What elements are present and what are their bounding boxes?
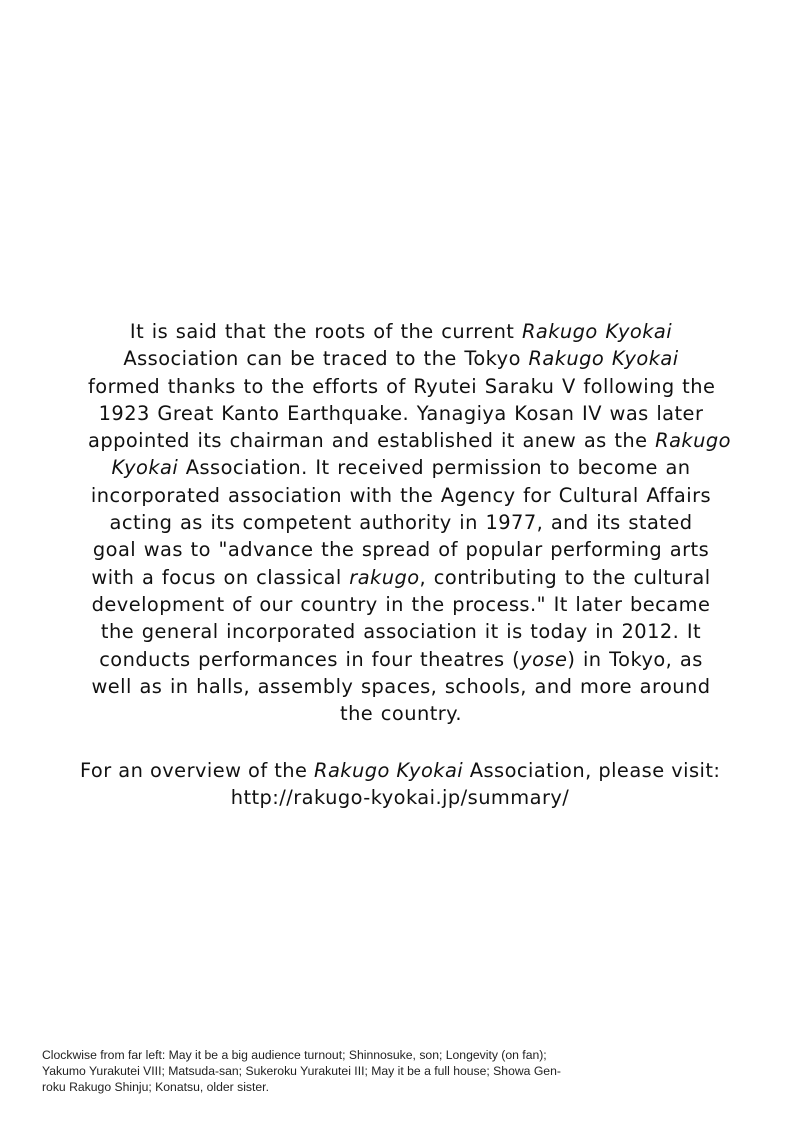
paragraph-line [88,318,714,345]
text-segment: It is said that the roots of the current [129,320,522,343]
text-segment: Association can be traced to the Tokyo [123,347,529,371]
paragraph-line [88,673,714,700]
italic-term: Rakugo [655,429,731,453]
text-segment: goal was to "advance the spread of popular performing arts [92,538,710,562]
italic-term: Rakugo Kyokai [314,759,464,782]
paragraph-line [88,509,714,536]
italic-term: Kyokai [111,456,179,480]
overview-note [80,757,720,812]
text-segment: development of our country in the process." It later became [91,592,711,616]
italic-term: Rakugo Kyokai [528,347,679,371]
paragraph-line [88,345,714,372]
text-segment: the general incorporated association it is today in 2012. It [100,620,702,644]
overview-line [80,784,720,811]
translation-caption [42,1047,682,1096]
text-segment: ) in Tokyo, as [567,647,703,671]
text-segment: appointed its chairman and established it anew as the [88,429,656,453]
text-segment: 1923 Great Kanto Earthquake. Yanagiya Kosan IV was later [98,401,704,425]
text-segment: formed thanks to the efforts of Ryutei Saraku V following the [88,374,716,398]
text-segment: conducts performances in four theatres ( [99,647,521,671]
paragraph-line [88,536,714,563]
italic-term: yose [520,647,568,671]
association-paragraph [88,318,731,727]
text-segment: , contributing to the cultural [419,565,711,589]
paragraph-line [88,618,714,645]
text-segment: acting as its competent authority in 1977, and its stated [109,511,693,535]
text-segment: with a focus on classical [91,565,350,589]
paragraph-line [88,454,714,481]
paragraph-line [88,646,714,673]
paragraph-line [88,482,714,509]
text-segment: Association, please visit: [463,759,721,782]
paragraph-line [88,591,714,618]
italic-term: rakugo [349,565,420,589]
paragraph-line [88,373,714,400]
text-segment: incorporated association with the Agency for Cultural Affairs [90,483,712,507]
text-segment: Association. It received permission to become an [178,456,691,480]
caption-line: Yakumo Yurakutei VIII; Matsuda-san; Sukeroku Yurakutei III; May it be a full house; Showa Gen- [42,1064,561,1079]
paragraph-line [88,427,731,454]
italic-term: Rakugo Kyokai [521,320,673,343]
overview-line [80,757,720,784]
paragraph-line [88,564,714,591]
text-segment: the country. [340,702,462,726]
text-segment: http://rakugo-kyokai.jp/summary/ [230,786,570,810]
paragraph-line [88,400,714,427]
text-segment: well as in halls, assembly spaces, schools, and more around [91,674,711,698]
text-segment: For an overview of the [80,759,315,782]
caption-line: roku Rakugo Shinju; Konatsu, older sister. [42,1080,269,1095]
paragraph-line [88,700,714,727]
caption-line: Clockwise from far left: May it be a big audience turnout; Shinnosuke, son; Longevity (on fan); [42,1048,547,1062]
